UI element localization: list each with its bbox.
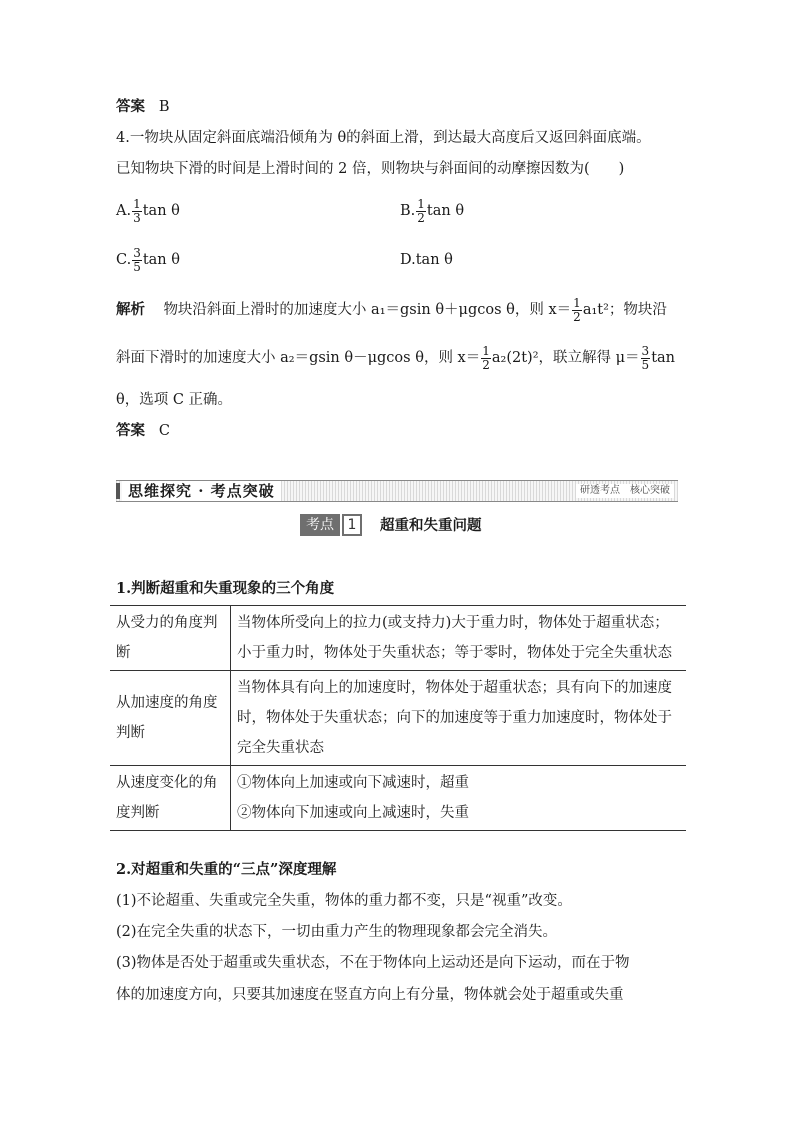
option-c: C. $\frac{3}{5}$ tan θ: [116, 245, 180, 274]
table-row: [110, 671, 686, 766]
option-a: A. $\frac{1}{3}$ tan θ: [116, 196, 180, 225]
judgement-table: [110, 605, 686, 831]
section-2-item: (2)在完全失重的状态下，一切由重力产生的物理现象都会完全消失。: [116, 924, 558, 940]
fraction: $\frac{3}{5}$: [133, 245, 141, 274]
table-row-body: ①物体向上加速或向下减速时，超重 ②物体向下加速或向上减速时，失重: [231, 766, 687, 831]
kaodian-badge: [300, 514, 362, 536]
kaodian-number: 1: [342, 514, 362, 536]
banner-bar: [116, 483, 120, 499]
fraction: $\frac{1}{2}$: [417, 196, 425, 225]
table-row-head: 从受力的角度判断: [110, 606, 231, 671]
table-row: [110, 766, 686, 831]
question-4-line2: 已知物块下滑的时间是上滑时间的 2 倍，则物块与斜面间的动摩擦因数为( ): [116, 161, 625, 177]
analysis-line1: 解析 物块沿斜面上滑时的加速度大小 a₁＝gsin θ＋μgcos θ，则 x＝ $\frac{1}{2}$ a₁t²；物块沿: [116, 295, 667, 324]
table-row-head: 从速度变化的角度判断: [110, 766, 231, 831]
section-2-item: (1)不论超重、失重或完全失重，物体的重力都不变，只是“视重”改变。: [116, 893, 572, 909]
analysis-line2: 斜面下滑时的加速度大小 a₂＝gsin θ－μgcos θ，则 x＝ $\frac{1}{2}$ a₂(2t)²，联立解得 μ＝ $\frac{3}{5}$ tan: [116, 343, 675, 372]
answer-b: [116, 97, 169, 117]
fraction: $\frac{1}{3}$: [133, 196, 141, 225]
banner-subtitle: 研透考点 核心突破: [576, 484, 674, 498]
table-row-body: 当物体所受向上的拉力(或支持力)大于重力时，物体处于超重状态；小于重力时，物体处于失重状态；等于零时，物体处于完全失重状态: [231, 606, 687, 671]
section-2-title: 2.对超重和失重的“三点”深度理解: [116, 861, 337, 878]
answer-c: [116, 421, 170, 441]
answer-value: C: [158, 423, 170, 439]
kaodian-label: 考点: [300, 514, 340, 536]
section-2-item: 体的加速度方向，只要其加速度在竖直方向上有分量，物体就会处于超重或失重: [116, 987, 624, 1003]
analysis-line3: θ，选项 C 正确。: [116, 392, 233, 408]
table-row: [110, 606, 686, 671]
answer-label: 答案: [116, 98, 145, 115]
banner-title: 思维探究 · 考点突破: [122, 481, 281, 501]
option-b: B. $\frac{1}{2}$ tan θ: [400, 196, 465, 225]
table-row-head: 从加速度的角度判断: [110, 671, 231, 766]
section-banner: [116, 480, 678, 502]
answer-label: 答案: [116, 422, 145, 439]
kaodian-title: 超重和失重问题: [380, 517, 482, 534]
fraction: $\frac{1}{2}$: [482, 343, 490, 372]
section-1-title: 1.判断超重和失重现象的三个角度: [116, 580, 335, 597]
table-row-body: 当物体具有向上的加速度时，物体处于超重状态；具有向下的加速度时，物体处于失重状态；向下的加速度等于重力加速度时，物体处于完全失重状态: [231, 671, 687, 766]
answer-value: B: [158, 99, 170, 115]
fraction: $\frac{1}{2}$: [573, 295, 581, 324]
analysis-label: 解析: [116, 301, 145, 318]
question-4-line1: 4.一物块从固定斜面底端沿倾角为 θ的斜面上滑，到达最大高度后又返回斜面底端。: [116, 130, 651, 146]
fraction: $\frac{3}{5}$: [641, 343, 650, 372]
section-2-item: (3)物体是否处于超重或失重状态，不在于物体向上运动还是向下运动，而在于物: [116, 955, 630, 971]
option-d: D.tan θ: [400, 252, 453, 268]
